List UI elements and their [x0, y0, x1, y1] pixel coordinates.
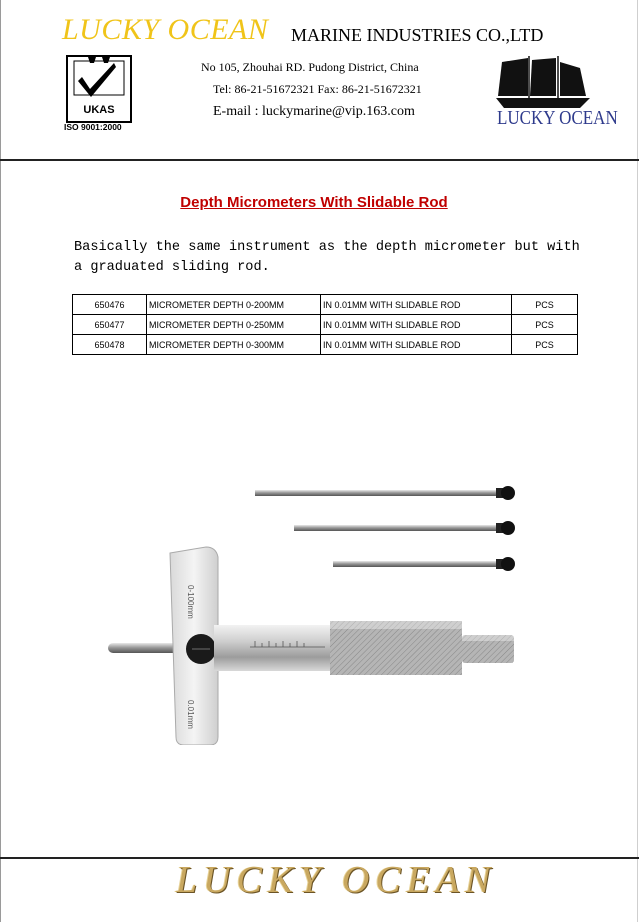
product-unit: PCS — [512, 335, 578, 355]
table-row — [73, 315, 578, 335]
extension-rod-short — [333, 557, 515, 571]
company-phone-fax: Tel: 86-21-51672321 Fax: 86-21-51672321 — [213, 82, 422, 96]
brand-name: LUCKY OCEAN — [62, 13, 269, 46]
table-row — [73, 335, 578, 355]
product-spec: IN 0.01MM WITH SLIDABLE ROD — [321, 295, 512, 315]
product-spec: IN 0.01MM WITH SLIDABLE ROD — [321, 315, 512, 335]
product-title: Depth Micrometers With Slidable Rod — [180, 194, 448, 211]
micrometer-thimble — [330, 621, 382, 675]
product-spec: IN 0.01MM WITH SLIDABLE ROD — [321, 335, 512, 355]
extension-rod-medium — [294, 521, 515, 535]
footer-brand: LUCKY OCEAN — [176, 859, 497, 901]
product-table — [72, 294, 578, 355]
product-name: MICROMETER DEPTH 0-250MM — [147, 315, 321, 335]
micrometer-product-image — [100, 475, 530, 745]
base-resolution-marking: 0.01mm — [186, 700, 195, 729]
product-unit: PCS — [512, 315, 578, 335]
iso-certification-text: ISO 9001:2000 — [64, 122, 122, 132]
product-name: MICROMETER DEPTH 0-300MM — [147, 335, 321, 355]
product-code: 650478 — [73, 335, 147, 355]
ship-logo-text: LUCKY OCEAN — [497, 106, 618, 129]
ukas-logo — [66, 55, 132, 123]
product-code: 650477 — [73, 315, 147, 335]
company-name: MARINE INDUSTRIES CO.,LTD — [291, 25, 544, 45]
ukas-label: UKAS — [83, 104, 115, 116]
product-description — [74, 238, 594, 278]
micrometer-knurled-grip — [382, 621, 462, 675]
product-unit: PCS — [512, 295, 578, 315]
header-divider — [0, 159, 639, 161]
company-email: E-mail : luckymarine@vip.163.com — [213, 104, 415, 119]
description-line-1: Basically the same instrument as the depth micrometer but with — [74, 240, 580, 255]
extension-rod-long — [255, 486, 515, 500]
base-range-marking: 0-100mm — [186, 585, 195, 619]
ship-logo — [494, 56, 594, 111]
table-row — [73, 295, 578, 315]
product-code: 650476 — [73, 295, 147, 315]
product-name: MICROMETER DEPTH 0-200MM — [147, 295, 321, 315]
company-address: No 105, Zhouhai RD. Pudong District, China — [201, 60, 419, 74]
description-line-2: a graduated sliding rod. — [74, 260, 270, 275]
micrometer-sleeve — [214, 625, 330, 671]
